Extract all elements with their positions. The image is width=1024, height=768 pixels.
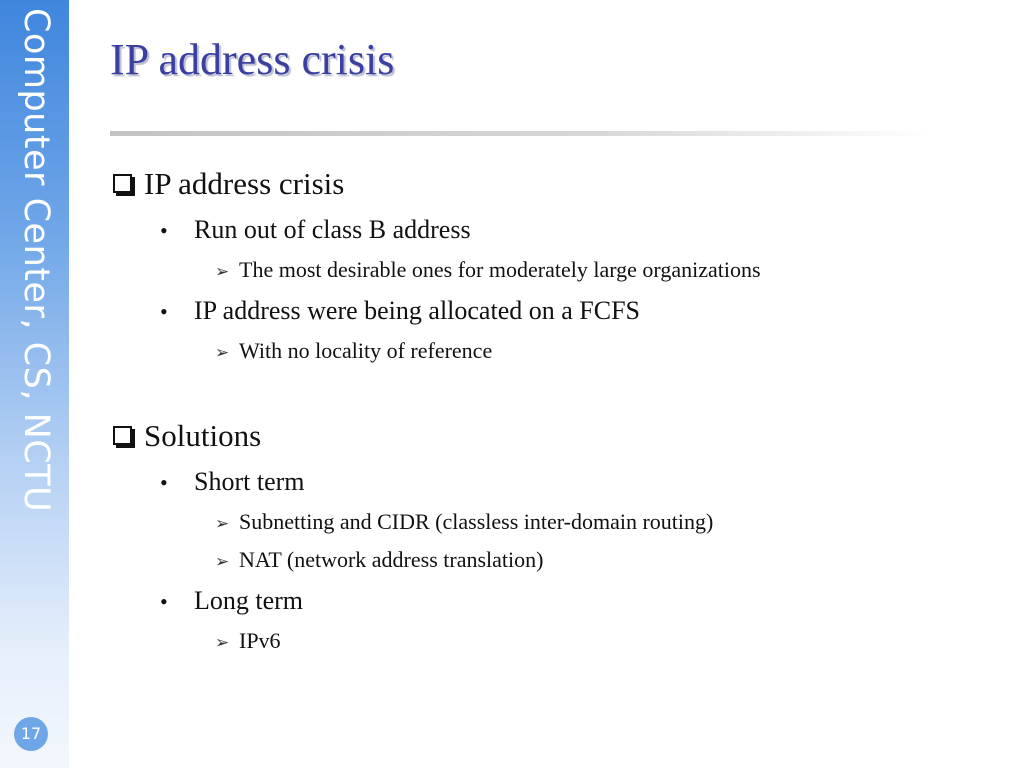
bullet-dot-icon: • [160,299,168,324]
sub-bullet-text: IPv6 [239,628,281,653]
bullet-dot-icon: • [160,218,168,243]
sidebar-org-label: Computer Center, CS, NCTU [16,8,56,513]
arrowhead-icon: ➢ [215,514,230,534]
bullet-item [160,215,471,246]
sub-bullet-item [215,257,761,285]
bullet-text: Short term [194,467,305,496]
sub-bullet-item [215,547,543,575]
bullet-item [160,586,303,617]
bullet-item [160,467,305,498]
bullet-text: IP address were being allocated on a FCFS [194,296,640,325]
slide-title: IP address crisis [110,35,395,84]
sub-bullet-text: Subnetting and CIDR (classless inter-domain routing) [239,509,714,534]
sub-bullet-item [215,338,492,366]
arrowhead-icon: ➢ [215,262,230,282]
title-divider [110,131,930,136]
arrowhead-icon: ➢ [215,633,230,653]
arrowhead-icon: ➢ [215,343,230,363]
sub-bullet-text: NAT (network address translation) [239,547,544,572]
section-heading-solutions [113,418,261,454]
bullet-dot-icon: • [160,470,168,495]
bullet-text: Long term [194,586,304,615]
bullet-item [160,296,640,327]
checkbox-square-icon [113,426,132,445]
sub-bullet-text: With no locality of reference [239,338,493,363]
bullet-dot-icon: • [160,589,168,614]
section-heading-text: IP address crisis [144,166,345,201]
sidebar-banner [0,0,69,768]
section-heading-crisis [113,166,344,202]
sub-bullet-item [215,509,713,537]
checkbox-square-icon [113,174,132,193]
arrowhead-icon: ➢ [215,552,230,572]
sub-bullet-text: The most desirable ones for moderately large organizations [239,257,761,282]
bullet-text: Run out of class B address [194,215,471,244]
sub-bullet-item [215,628,281,656]
page-number-badge: 17 [14,717,48,751]
section-heading-text: Solutions [144,418,262,453]
